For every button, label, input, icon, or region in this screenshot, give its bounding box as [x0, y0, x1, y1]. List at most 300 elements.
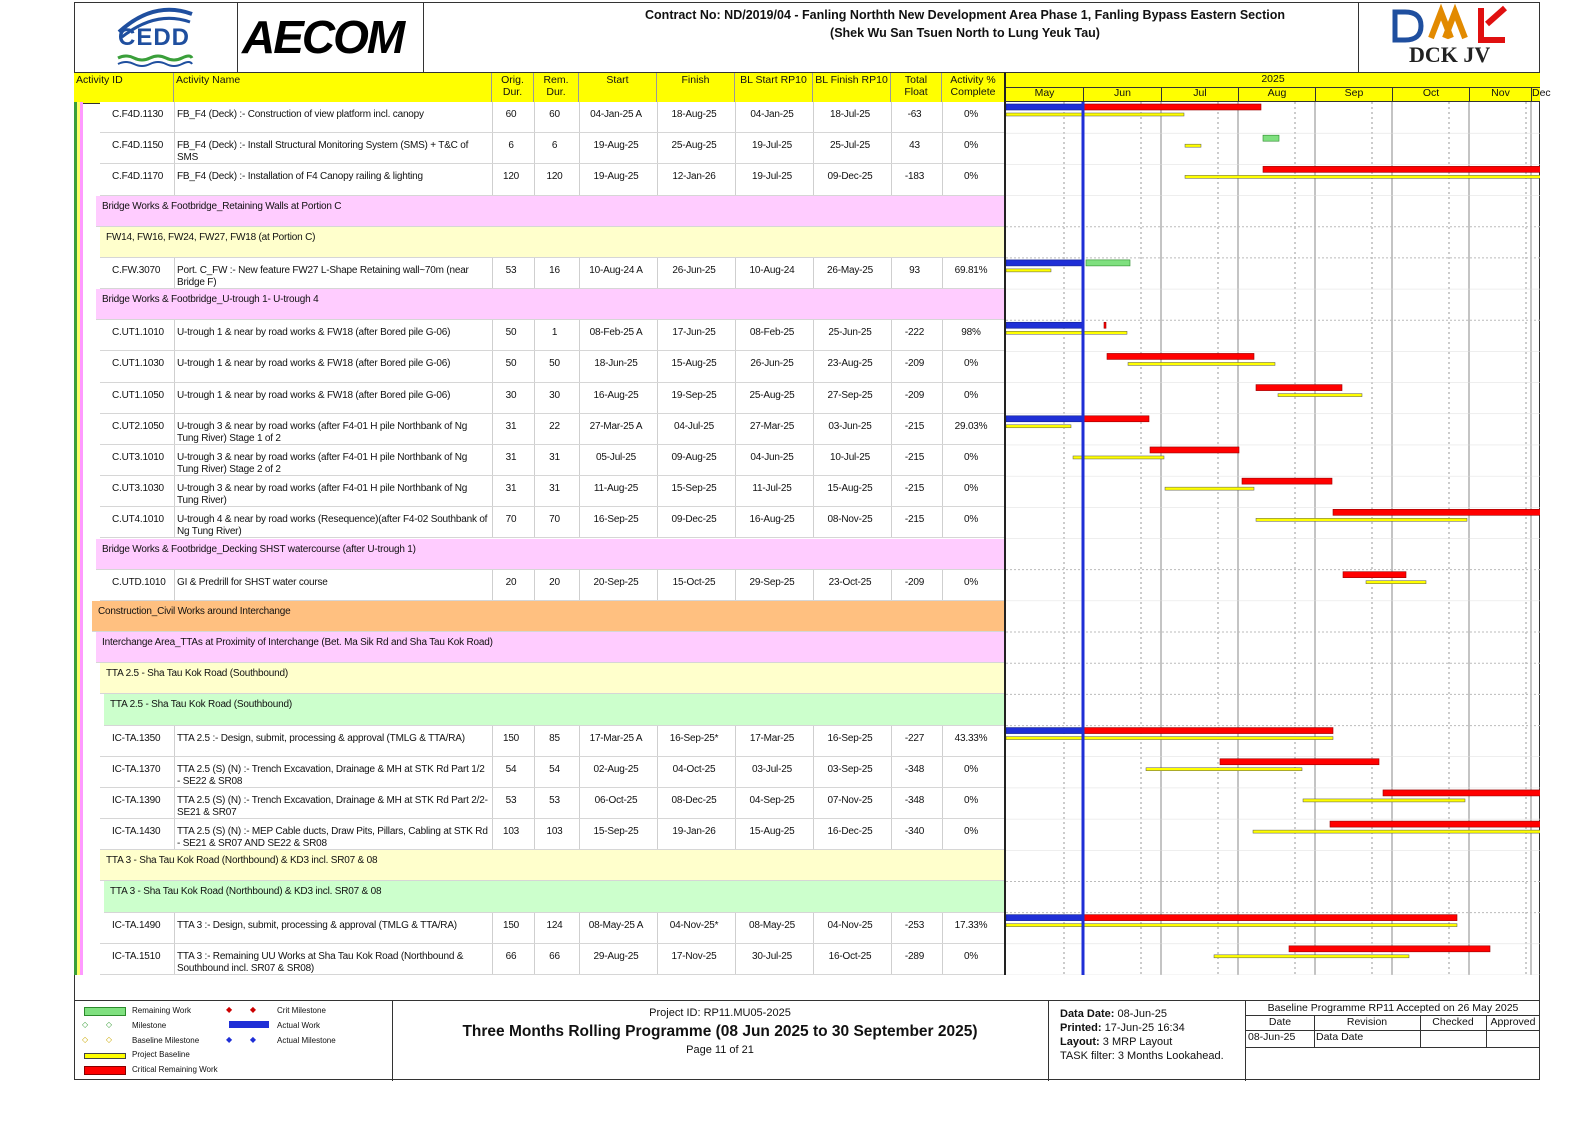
gantt-baseline-bar — [1214, 955, 1409, 958]
cell-bl-finish: 08-Nov-25 — [827, 514, 873, 526]
cell-bl-start: 25-Aug-25 — [749, 389, 795, 401]
activity-row[interactable] — [100, 476, 1004, 507]
page-number: Page 11 of 21 — [686, 1044, 754, 1056]
column-divider — [174, 320, 175, 350]
page-header — [74, 2, 1540, 72]
cell-orig: 50 — [505, 358, 517, 370]
wbs-band-row[interactable] — [92, 601, 1004, 632]
wbs-strip-pink — [80, 102, 83, 975]
cell-rem: 85 — [549, 732, 560, 744]
col-bl-start[interactable]: BL Start RP10 — [735, 73, 813, 103]
gantt-baseline-bar — [1165, 487, 1254, 490]
rev-checked — [1420, 1031, 1487, 1047]
month-label: Jun — [1083, 87, 1161, 102]
cell-rem: 31 — [549, 483, 560, 495]
gantt-bar-actual — [1006, 416, 1083, 422]
cell-rem: 66 — [549, 950, 560, 962]
cell-rem: 22 — [549, 420, 560, 432]
activity-row[interactable] — [100, 102, 1004, 133]
cell-finish: 09-Aug-25 — [671, 451, 717, 463]
cell-id: C.UT4.1010 — [112, 514, 164, 526]
cell-bl-start: 17-Mar-25 — [749, 732, 795, 744]
data-date-line — [1060, 1007, 1245, 1021]
cell-name: TTA 2.5 (S) (N) :- MEP Cable ducts, Draw Pits, Pillars, Cabling at STK Rd - SE21 & SR07 AND SE22 & SR08 — [177, 826, 488, 850]
activity-row[interactable] — [100, 164, 1004, 195]
cell-float: 43 — [909, 140, 920, 152]
cell-pct: 0% — [963, 576, 979, 588]
activity-row[interactable] — [100, 133, 1004, 164]
cell-float: -289 — [904, 950, 925, 962]
col-total-float[interactable] — [891, 73, 942, 103]
cell-bl-start: 26-Jun-25 — [750, 358, 794, 370]
cell-finish: 15-Aug-25 — [671, 358, 717, 370]
column-divider — [174, 757, 175, 787]
rev-date: 08-Jun-25 — [1248, 1031, 1315, 1047]
column-divider — [174, 476, 175, 506]
gantt-bar-critical — [1256, 385, 1342, 391]
cell-bl-start: 03-Jul-25 — [752, 763, 792, 775]
cell-bl-start: 27-Mar-25 — [749, 420, 795, 432]
gantt-baseline-bar — [1185, 175, 1540, 178]
cell-rem: 31 — [549, 451, 560, 463]
gantt-bar-critical — [1104, 322, 1106, 328]
cell-id: C.F4D.1150 — [112, 140, 164, 152]
activity-row[interactable] — [100, 757, 1004, 788]
gantt-baseline-bar — [1006, 269, 1051, 272]
gantt-baseline-bar — [1256, 518, 1467, 521]
legend-project-baseline: Project Baseline — [132, 1050, 190, 1059]
cell-bl-finish: 18-Jul-25 — [830, 109, 870, 120]
column-divider — [174, 383, 175, 413]
gantt-bar-critical — [1333, 509, 1540, 515]
gantt-bar-critical — [1083, 728, 1333, 734]
activity-row[interactable] — [100, 445, 1004, 476]
col-rem-dur[interactable] — [534, 73, 579, 103]
activity-row[interactable] — [100, 913, 1004, 944]
cell-id: C.UT1.1050 — [112, 389, 164, 401]
cell-orig: 20 — [505, 576, 517, 588]
gantt-bar-actual — [1006, 104, 1083, 110]
activity-row[interactable] — [100, 320, 1004, 351]
month-label: Nov — [1469, 87, 1531, 102]
cell-pct: 0% — [963, 358, 979, 370]
cell-start: 29-Aug-25 — [593, 950, 639, 962]
milestone-icon: ◇ ◇ — [82, 1020, 113, 1029]
col-bl-finish[interactable]: BL Finish RP10 — [813, 73, 891, 103]
page-footer — [74, 1000, 1540, 1081]
cell-orig: 53 — [505, 794, 517, 806]
column-divider — [174, 944, 175, 974]
crit-milestone-icon: ◆ ◆ — [226, 1005, 257, 1014]
gantt-baseline-bar — [1185, 144, 1201, 147]
cell-bl-finish: 07-Nov-25 — [827, 794, 873, 806]
data-date-value: 08-Jun-25 — [1117, 1008, 1168, 1020]
cell-pct: 69.81% — [954, 264, 988, 276]
cell-orig: 70 — [505, 514, 517, 526]
col-rem-dur-line1: Rem. — [543, 74, 569, 86]
cell-id: C.UT3.1030 — [112, 483, 164, 495]
layout-value: 3 MRP Layout — [1102, 1036, 1173, 1048]
cell-name: FB_F4 (Deck) :- Install Structural Monitoring System (SMS) + T&C of SMS — [177, 140, 469, 164]
gantt-baseline-bar — [1146, 768, 1302, 771]
cell-start: 11-Aug-25 — [593, 483, 639, 495]
cell-pct: 0% — [963, 109, 979, 120]
cell-bl-finish: 16-Oct-25 — [828, 950, 872, 962]
column-divider — [174, 445, 175, 475]
cell-bl-finish: 15-Aug-25 — [827, 483, 873, 495]
wbs-band-row[interactable] — [100, 850, 1004, 881]
cell-rem: 120 — [546, 171, 563, 183]
dck-logo — [1358, 2, 1540, 72]
cell-bl-start: 30-Jul-25 — [752, 950, 792, 962]
gantt-baseline-bar — [1278, 394, 1362, 397]
cell-name: U-trough 3 & near by road works (after F4-01 H pile Northbank of Ng Tung River) — [177, 483, 468, 507]
revision-header-row — [1246, 1016, 1540, 1031]
col-pct-line2: Complete — [950, 86, 996, 98]
col-pct-complete[interactable] — [942, 73, 1004, 103]
wbs-band-row[interactable] — [104, 881, 1004, 912]
cell-orig: 66 — [505, 950, 517, 962]
gantt-baseline-bar — [1303, 799, 1465, 802]
cell-finish: 04-Jul-25 — [674, 420, 714, 432]
cell-bl-start: 04-Jan-25 — [750, 109, 794, 120]
gantt-baseline-bar — [1006, 113, 1184, 116]
cell-finish: 19-Sep-25 — [671, 389, 717, 401]
wbs-band-label: TTA 3 - Sha Tau Kok Road (Northbound) & KD3 incl. SR07 & 08 — [106, 855, 378, 867]
cell-orig: 150 — [502, 919, 520, 931]
wbs-band-label: FW14, FW16, FW24, FW27, FW18 (at Portion C) — [106, 231, 316, 243]
cell-orig: 103 — [502, 826, 520, 838]
cell-float: 93 — [909, 264, 920, 276]
wbs-band-label: TTA 2.5 - Sha Tau Kok Road (Southbound) — [106, 668, 288, 680]
month-label: Jul — [1161, 87, 1238, 102]
timeline-year: 2025 — [1006, 73, 1540, 88]
cell-finish: 16-Sep-25* — [669, 732, 719, 744]
cell-pct: 0% — [963, 171, 979, 183]
activity-row[interactable] — [100, 383, 1004, 414]
gantt-bar-remaining — [1086, 260, 1130, 266]
cell-id: C.UTD.1010 — [112, 576, 166, 588]
cell-rem: 20 — [549, 576, 560, 588]
project-id: Project ID: RP11.MU05-2025 — [649, 1007, 791, 1019]
wbs-band-label: TTA 2.5 - Sha Tau Kok Road (Southbound) — [110, 699, 292, 711]
aecom-logo-text: AECOM — [242, 11, 404, 63]
cell-finish: 17-Nov-25 — [671, 950, 717, 962]
activity-row[interactable] — [100, 507, 1004, 538]
gantt-bar-actual — [1006, 915, 1083, 921]
cell-finish: 19-Jan-26 — [672, 826, 716, 838]
cell-name: U-trough 1 & near by road works & FW18 (after Bored pile G-06) — [177, 358, 451, 370]
column-divider — [174, 164, 175, 194]
cell-pct: 0% — [963, 763, 979, 775]
cell-pct: 43.33% — [954, 732, 988, 744]
cell-bl-start: 04-Sep-25 — [749, 794, 795, 806]
gantt-baseline-bar — [1006, 737, 1333, 740]
revision-row — [1246, 1031, 1540, 1048]
cell-float: -215 — [904, 451, 925, 463]
activity-row[interactable] — [100, 258, 1004, 289]
col-orig-dur-line1: Orig. — [501, 74, 524, 86]
cell-float: -209 — [904, 576, 925, 588]
cell-pct: 0% — [963, 451, 979, 463]
cell-bl-start: 08-Feb-25 — [749, 327, 795, 339]
wbs-band-row[interactable] — [100, 663, 1004, 694]
wbs-band-row[interactable] — [96, 196, 1004, 227]
cell-bl-finish: 09-Dec-25 — [827, 171, 873, 183]
cell-pct: 0% — [963, 794, 979, 806]
layout-line — [1060, 1035, 1245, 1049]
legend-actual-work: Actual Work — [277, 1021, 320, 1030]
aecom-logo — [238, 2, 424, 72]
wbs-band-label: TTA 3 - Sha Tau Kok Road (Northbound) & KD3 incl. SR07 & 08 — [110, 886, 382, 898]
cell-rem: 50 — [549, 358, 560, 370]
gantt-bar-critical — [1343, 572, 1406, 578]
dck-logo-text: DCK JV — [1409, 42, 1491, 67]
cell-bl-finish: 16-Sep-25 — [827, 732, 873, 744]
printed-line — [1060, 1021, 1245, 1035]
cell-finish: 26-Jun-25 — [672, 264, 716, 276]
cell-name: U-trough 1 & near by road works & FW18 (after Bored pile G-06) — [177, 389, 451, 401]
actual-milestone-icon: ◆ ◆ — [226, 1035, 257, 1044]
gantt-baseline-bar — [1073, 456, 1164, 459]
cell-orig: 60 — [505, 109, 517, 120]
cell-start: 06-Oct-25 — [594, 794, 638, 806]
col-activity-name[interactable]: Activity Name — [174, 73, 492, 103]
cell-rem: 70 — [549, 514, 560, 526]
cell-float: -63 — [907, 109, 922, 120]
cell-finish: 25-Aug-25 — [671, 140, 717, 152]
col-start[interactable]: Start — [579, 73, 657, 103]
cell-orig: 120 — [502, 171, 520, 183]
cell-rem: 103 — [546, 826, 563, 838]
cell-rem: 30 — [549, 389, 560, 401]
contract-title: Contract No: ND/2019/04 - Fanling Northth New Development Area Phase 1, Fanling Bypass Eastern Section — [645, 8, 1285, 22]
cell-start: 02-Aug-25 — [593, 763, 639, 775]
cell-name: U-trough 3 & near by road works (after F4-01 H pile Northbank of Ng Tung River) Stage 2 of 2 — [177, 451, 468, 475]
cell-id: C.UT1.1030 — [112, 358, 164, 370]
printed-label: Printed: — [1060, 1022, 1102, 1034]
cell-finish: 18-Aug-25 — [671, 109, 717, 120]
cell-bl-start: 08-May-25 — [749, 919, 795, 931]
wbs-band-row[interactable] — [96, 289, 1004, 320]
cell-start: 15-Sep-25 — [593, 826, 639, 838]
cell-float: -348 — [904, 794, 925, 806]
cell-id: C.F4D.1170 — [112, 171, 164, 183]
cell-name: GI & Predrill for SHST water course — [177, 576, 328, 588]
cell-finish: 17-Jun-25 — [672, 327, 716, 339]
cell-float: -215 — [904, 420, 925, 432]
gantt-chart — [1004, 102, 1540, 975]
activity-row[interactable] — [100, 944, 1004, 975]
column-divider — [174, 819, 175, 849]
cell-start: 18-Jun-25 — [594, 358, 638, 370]
month-label: Oct — [1392, 87, 1469, 102]
gantt-bar-critical — [1263, 166, 1540, 172]
column-divider — [174, 726, 175, 756]
cedd-logo — [74, 2, 238, 72]
cell-id: C.UT3.1010 — [112, 451, 164, 463]
cell-orig: 53 — [505, 264, 517, 276]
cell-name: FB_F4 (Deck) :- Construction of view platform incl. canopy — [177, 109, 424, 120]
cell-start: 08-May-25 A — [588, 919, 644, 931]
column-divider — [174, 507, 175, 537]
gantt-bar-critical — [1083, 915, 1457, 921]
gantt-svg — [1006, 102, 1540, 975]
activity-row[interactable] — [100, 570, 1004, 601]
cell-bl-finish: 25-Jun-25 — [828, 327, 872, 339]
wbs-band-row[interactable] — [104, 694, 1004, 725]
cell-id: IC-TA.1370 — [112, 763, 161, 775]
rev-col-checked: Checked — [1420, 1016, 1487, 1030]
cell-bl-finish: 26-May-25 — [827, 264, 873, 276]
gantt-bar-critical — [1107, 353, 1254, 359]
cell-id: C.UT2.1050 — [112, 420, 164, 432]
cell-start: 10-Aug-24 A — [589, 264, 643, 276]
cell-orig: 6 — [508, 140, 514, 152]
activity-row[interactable] — [100, 351, 1004, 382]
cell-id: C.FW.3070 — [112, 264, 161, 276]
cell-float: -340 — [904, 826, 925, 838]
cell-bl-finish: 27-Sep-25 — [827, 389, 873, 401]
activity-row[interactable] — [100, 726, 1004, 757]
cell-pct: 0% — [963, 483, 979, 495]
gantt-baseline-bar — [1128, 362, 1275, 365]
rev-col-approved: Approved — [1490, 1016, 1536, 1028]
gantt-baseline-bar — [1006, 924, 1457, 927]
cell-pct: 0% — [963, 140, 979, 152]
cell-id: C.F4D.1130 — [112, 109, 164, 120]
gantt-bar-actual — [1006, 322, 1083, 328]
wbs-band-label: Interchange Area_TTAs at Proximity of Interchange (Bet. Ma Sik Rd and Sha Tau Kok Road) — [102, 637, 493, 649]
cell-name: U-trough 4 & near by road works (Resequence)(after F4-02 Southbank of Ng Tung River) — [177, 514, 488, 538]
cell-orig: 150 — [502, 732, 520, 744]
legend-critical-swatch — [84, 1066, 126, 1075]
column-divider — [174, 570, 175, 600]
wbs-band-label: Bridge Works & Footbridge_Decking SHST watercourse (after U-trough 1) — [102, 543, 416, 555]
col-rem-dur-line2: Dur. — [546, 86, 566, 98]
dck-logo-icon — [1359, 2, 1541, 46]
cell-pct: 0% — [963, 389, 979, 401]
month-label: Sep — [1315, 87, 1392, 102]
printed-value: 17-Jun-25 16:34 — [1104, 1022, 1185, 1034]
month-label: May — [1034, 87, 1055, 99]
cell-float: -209 — [904, 389, 925, 401]
rev-col-date: Date — [1246, 1016, 1315, 1030]
timeline-months — [1006, 87, 1551, 102]
gantt-bar-critical — [1150, 447, 1239, 453]
col-activity-id[interactable]: Activity ID — [74, 73, 174, 103]
activity-table — [74, 102, 1004, 975]
col-orig-dur-line2: Dur. — [502, 86, 523, 98]
cell-start: 08-Feb-25 A — [589, 327, 643, 339]
cell-finish: 04-Oct-25 — [672, 763, 716, 775]
cell-bl-finish: 03-Jun-25 — [828, 420, 872, 432]
col-finish[interactable]: Finish — [657, 73, 735, 103]
cell-float: -253 — [904, 919, 925, 931]
programme-title: Three Months Rolling Programme (08 Jun 2025 to 30 September 2025) — [462, 1023, 978, 1040]
activity-row[interactable] — [100, 414, 1004, 445]
wbs-band-row[interactable] — [96, 632, 1004, 663]
cedd-logo-text: CEDD — [118, 24, 191, 51]
cell-start: 16-Sep-25 — [593, 514, 639, 526]
cell-start: 20-Sep-25 — [593, 576, 639, 588]
cell-bl-start: 16-Aug-25 — [749, 514, 795, 526]
cell-finish: 15-Sep-25 — [671, 483, 717, 495]
cell-pct: 29.03% — [954, 420, 988, 432]
wbs-band-row[interactable] — [100, 227, 1004, 258]
cell-orig: 31 — [505, 451, 517, 463]
col-orig-dur[interactable] — [492, 73, 534, 103]
month-label: Dec — [1531, 87, 1540, 102]
cell-id: C.UT1.1010 — [112, 327, 164, 339]
cell-pct: 17.33% — [954, 919, 988, 931]
col-total-float-line2: Float — [904, 86, 928, 98]
gantt-baseline-bar — [1006, 331, 1127, 334]
legend — [74, 1001, 393, 1081]
cell-pct: 0% — [963, 950, 979, 962]
legend-baseline-milestone: Baseline Milestone — [132, 1036, 200, 1045]
cell-bl-start: 04-Jun-25 — [750, 451, 794, 463]
cell-float: -222 — [904, 327, 925, 339]
cell-id: IC-TA.1490 — [112, 919, 161, 931]
cell-orig: 54 — [505, 763, 517, 775]
legend-milestone: Milestone — [132, 1021, 167, 1030]
cell-pct: 0% — [963, 514, 979, 526]
gantt-baseline-bar — [1366, 581, 1426, 584]
cell-pct: 98% — [961, 327, 981, 339]
wbs-band-row[interactable] — [96, 539, 1004, 570]
cell-start: 19-Aug-25 — [593, 171, 639, 183]
cell-finish: 12-Jan-26 — [672, 171, 716, 183]
legend-critical-remaining: Critical Remaining Work — [132, 1065, 218, 1074]
column-divider — [174, 133, 175, 163]
cell-bl-finish: 25-Jul-25 — [830, 140, 870, 152]
cell-float: -183 — [904, 171, 925, 183]
cell-name: TTA 2.5 (S) (N) :- Trench Excavation, Drainage & MH at STK Rd Part 2/2- SE21 & SR07 — [177, 794, 488, 818]
baseline-milestone-icon: ◇ ◇ — [82, 1035, 113, 1044]
column-divider — [174, 788, 175, 818]
cell-bl-finish: 16-Dec-25 — [827, 826, 873, 838]
gantt-bar-actual — [1006, 728, 1083, 734]
cell-rem: 1 — [551, 327, 558, 339]
rev-approved — [1486, 1031, 1540, 1047]
cell-id: IC-TA.1390 — [112, 794, 161, 806]
month-label: Aug — [1238, 87, 1315, 102]
gantt-baseline-bar — [1253, 830, 1540, 833]
cell-bl-start: 19-Jul-25 — [752, 140, 792, 152]
cell-name: FB_F4 (Deck) :- Installation of F4 Canopy railing & lighting — [177, 171, 423, 183]
activity-row[interactable] — [100, 819, 1004, 850]
legend-actual-milestone: Actual Milestone — [277, 1036, 336, 1045]
activity-row[interactable] — [100, 788, 1004, 819]
footer-title-block — [392, 1001, 1049, 1081]
gantt-bar-critical — [1242, 478, 1332, 484]
revision-block — [1246, 1001, 1540, 1081]
column-divider — [174, 102, 175, 132]
cell-name: U-trough 1 & near by road works & FW18 (after Bored pile G-06) — [177, 327, 451, 339]
baseline-note: Baseline Programme RP11 Accepted on 26 May 2025 — [1246, 1001, 1540, 1016]
cell-rem: 54 — [549, 763, 560, 775]
wbs-band-label: Construction_Civil Works around Interchange — [98, 605, 291, 617]
cell-name: TTA 3 :- Remaining UU Works at Sha Tau Kok Road (Northbound & Southbound incl. SR07 & SR08) — [177, 950, 464, 974]
legend-crit-milestone: Crit Milestone — [277, 1006, 326, 1015]
cell-bl-finish: 04-Nov-25 — [827, 919, 873, 931]
cell-name: Port. C_FW :- New feature FW27 L-Shape Retaining wall~70m (near Bridge F) — [177, 264, 469, 288]
cell-start: 04-Jan-25 A — [590, 109, 642, 120]
cell-orig: 31 — [505, 420, 517, 432]
cell-name: U-trough 3 & near by road works (after F4-01 H pile Northbank of Ng Tung River) Stage 1 of 2 — [177, 420, 468, 444]
cell-bl-finish: 03-Sep-25 — [827, 763, 873, 775]
